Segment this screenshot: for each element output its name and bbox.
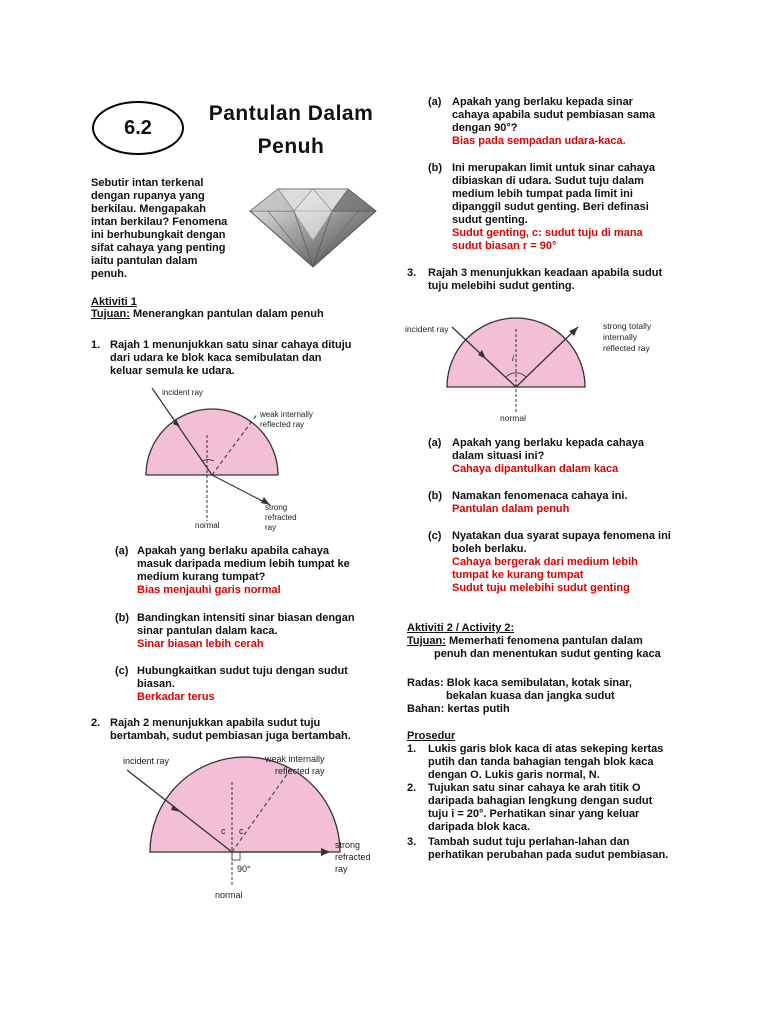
q3c-answer: Cahaya bergerak dari medium lebih <box>452 556 638 568</box>
q3c-line: Nyatakan dua syarat supaya fenomena ini <box>452 530 671 542</box>
label-strong-3: ray <box>335 864 348 874</box>
diamond-image <box>248 185 378 270</box>
q3c-line: boleh berlaku. <box>452 543 527 555</box>
q2b-line: sudut genting. <box>452 214 528 226</box>
activity2-aim <box>407 635 707 661</box>
label-strong-2: internally <box>603 332 638 342</box>
q2-number: 2. <box>91 717 101 729</box>
q1a-label: (a) <box>115 545 129 557</box>
step-1 <box>428 743 708 782</box>
semicircle-glass-block <box>146 409 278 475</box>
page-title <box>186 97 396 163</box>
intro-line: berkilau. Mengapakah <box>91 203 206 215</box>
q1-line: dari udara ke blok kaca semibulatan dan <box>110 352 322 364</box>
q3c-question <box>452 530 702 595</box>
label-critical-angle: c <box>239 826 244 836</box>
q1-number: 1. <box>91 339 101 351</box>
step-1-number: 1. <box>407 743 417 755</box>
q2-question <box>110 717 380 743</box>
q3a-question <box>452 437 702 476</box>
q1b-label: (b) <box>115 612 130 624</box>
q2b-line: dipanggil sudut genting. Beri definasi <box>452 201 649 213</box>
q3-line: Rajah 3 menunjukkan keadaan apabila sudut <box>428 267 663 279</box>
label-critical-angle: c <box>221 826 226 836</box>
q1-question <box>110 339 380 378</box>
section-number: 6.2 <box>124 116 152 139</box>
radas-line: bekalan kuasa dan jangka sudut <box>446 690 615 702</box>
q3c-answer: tumpat ke kurang tumpat <box>452 569 584 581</box>
diagram-2 <box>115 752 385 902</box>
q3b-answer: Pantulan dalam penuh <box>452 503 570 515</box>
label-weak-1: weak internally <box>260 410 313 419</box>
step-2 <box>428 782 708 834</box>
label-incident-angle: i <box>512 353 514 363</box>
q1b-line: sinar pantulan dalam kaca. <box>137 625 278 637</box>
q2-line: Rajah 2 menunjukkan apabila sudut tuju <box>110 717 321 729</box>
q1a-line: masuk daripada medium lebih tumpat ke <box>137 558 350 570</box>
step-line: perhatikan perubahan pada sudut pembiasan. <box>428 849 669 861</box>
radas-line: Radas: Blok kaca semibulatan, kotak sinar, <box>407 677 632 689</box>
label-weak-1: weak internally <box>265 754 325 764</box>
q2a-answer: Bias pada sempadan udara-kaca. <box>452 135 626 147</box>
procedure-heading: Prosedur <box>407 730 456 742</box>
q3-number: 3. <box>407 267 417 279</box>
label-normal: normal <box>215 890 243 900</box>
label-incident-ray: incident ray <box>123 756 170 766</box>
step-line: daripada blok kaca. <box>428 821 531 833</box>
q3b-question <box>452 490 702 516</box>
label-normal: normal <box>500 413 526 423</box>
aim-text: Menerangkan pantulan dalam penuh <box>129 308 324 320</box>
label-normal: normal <box>195 521 220 530</box>
q3a-answer: Cahaya dipantulkan dalam kaca <box>452 463 619 475</box>
activity1-aim <box>91 308 324 321</box>
q3b-label: (b) <box>428 490 443 502</box>
label-strong-2: refracted <box>265 513 297 522</box>
q3a-line: Apakah yang berlaku kepada cahaya <box>452 437 644 449</box>
aim-text: Memerhati fenomena pantulan dalam <box>445 635 643 647</box>
label-90-degrees: 90° <box>237 864 251 874</box>
q1b-answer: Sinar biasan lebih cerah <box>137 638 264 650</box>
step-line: Tambah sudut tuju perlahan-lahan dan <box>428 836 630 848</box>
step-line: putih dan tanda bahagian tengah blok kaca <box>428 756 654 768</box>
q3-question <box>428 267 708 293</box>
q2b-line: dibiaskan di udara. Sudut tuju dalam <box>452 175 644 187</box>
intro-line: intan berkilau? Fenomena <box>91 216 228 228</box>
label-strong-1: strong totally <box>603 321 652 331</box>
q1c-answer: Berkadar terus <box>137 691 215 703</box>
label-strong-3: reflected ray <box>603 343 650 353</box>
q1a-question <box>137 545 377 597</box>
intro-line: penuh. <box>91 268 128 280</box>
title-line-1: Pantulan Dalam <box>208 102 374 125</box>
q1c-line: Hubungkaitkan sudut tuju dengan sudut <box>137 665 348 677</box>
diagram-1 <box>140 383 380 533</box>
intro-line: ini berhubungkait dengan <box>91 229 226 241</box>
q2a-line: dengan 90°? <box>452 122 518 134</box>
q3c-label: (c) <box>428 530 442 542</box>
q3-line: tuju melebihi sudut genting. <box>428 280 575 292</box>
label-strong-1: strong <box>335 840 361 850</box>
q1c-line: biasan. <box>137 678 175 690</box>
q2a-line: cahaya apabila sudut pembiasan sama <box>452 109 655 121</box>
section-number-badge <box>92 101 184 155</box>
bahan-line: Bahan: kertas putih <box>407 703 510 715</box>
step-3-number: 3. <box>407 836 417 848</box>
step-2-number: 2. <box>407 782 417 794</box>
q3b-line: Namakan fenomenaca cahaya ini. <box>452 490 628 502</box>
q1b-line: Bandingkan intensiti sinar biasan dengan <box>137 612 355 624</box>
q1c-question <box>137 665 377 704</box>
intro-line: sifat cahaya yang penting <box>91 242 226 254</box>
q2b-label: (b) <box>428 162 443 174</box>
label-weak-2: reflected ray <box>260 420 305 429</box>
q2a-question <box>452 96 702 148</box>
label-weak-2: reflected ray <box>275 766 325 776</box>
q2-line: bertambah, sudut pembiasan juga bertambah. <box>110 730 351 742</box>
aim-label: Tujuan: <box>407 635 446 647</box>
q1b-question <box>137 612 377 651</box>
intro-paragraph <box>91 177 241 281</box>
q2a-line: Apakah yang berlaku kepada sinar <box>452 96 633 108</box>
q1-line: keluar semula ke udara. <box>110 365 235 377</box>
aim-text-2: penuh dan menentukan sudut genting kaca <box>434 648 661 660</box>
q1a-line: Apakah yang berlaku apabila cahaya <box>137 545 329 557</box>
q3c-answer: Sudut tuju melebihi sudut genting <box>452 582 630 594</box>
activity2-heading: Aktiviti 2 / Activity 2: <box>407 622 515 634</box>
q2a-label: (a) <box>428 96 442 108</box>
q1a-answer: Bias menjauhi garis normal <box>137 584 281 596</box>
q1-line: Rajah 1 menunjukkan satu sinar cahaya dituju <box>110 339 352 351</box>
label-strong-1: strong <box>265 503 288 512</box>
q2b-line: medium lebih tumpat pada limit ini <box>452 188 633 200</box>
q2b-line: Ini merupakan limit untuk sinar cahaya <box>452 162 655 174</box>
label-strong-2: refracted <box>335 852 371 862</box>
activity1-heading: Aktiviti 1 <box>91 296 137 308</box>
q2b-answer: Sudut genting, c: sudut tuju di mana <box>452 227 643 239</box>
step-line: dengan O. Lukis garis normal, N. <box>428 769 600 781</box>
q1a-line: medium kurang tumpat? <box>137 571 266 583</box>
step-3 <box>428 836 708 862</box>
q2b-question <box>452 162 702 253</box>
intro-line: Sebutir intan terkenal <box>91 177 204 189</box>
strong-refracted-ray-line <box>212 475 270 505</box>
intro-line: iaitu pantulan dalam <box>91 255 198 267</box>
step-line: Lukis garis blok kaca di atas sekeping kertas <box>428 743 664 755</box>
step-line: daripada bahagian lengkung dengan sudut <box>428 795 653 807</box>
aim-label: Tujuan: <box>91 308 130 320</box>
diagram-3 <box>400 315 700 427</box>
label-incident-ray: incident ray <box>405 324 449 334</box>
q2b-answer: sudut biasan r = 90° <box>452 240 557 252</box>
label-incident-ray: incident ray <box>162 388 203 397</box>
q3a-label: (a) <box>428 437 442 449</box>
title-line-2: Penuh <box>257 135 325 158</box>
radas <box>407 677 707 716</box>
q1c-label: (c) <box>115 665 129 677</box>
step-line: Tujukan satu sinar cahaya ke arah titik O <box>428 782 641 794</box>
q3a-line: dalam situasi ini? <box>452 450 545 462</box>
label-strong-3: ray <box>265 523 277 532</box>
step-line: tuju i = 20°. Perhatikan sinar yang keluar <box>428 808 640 820</box>
intro-line: dengan rupanya yang <box>91 190 205 202</box>
